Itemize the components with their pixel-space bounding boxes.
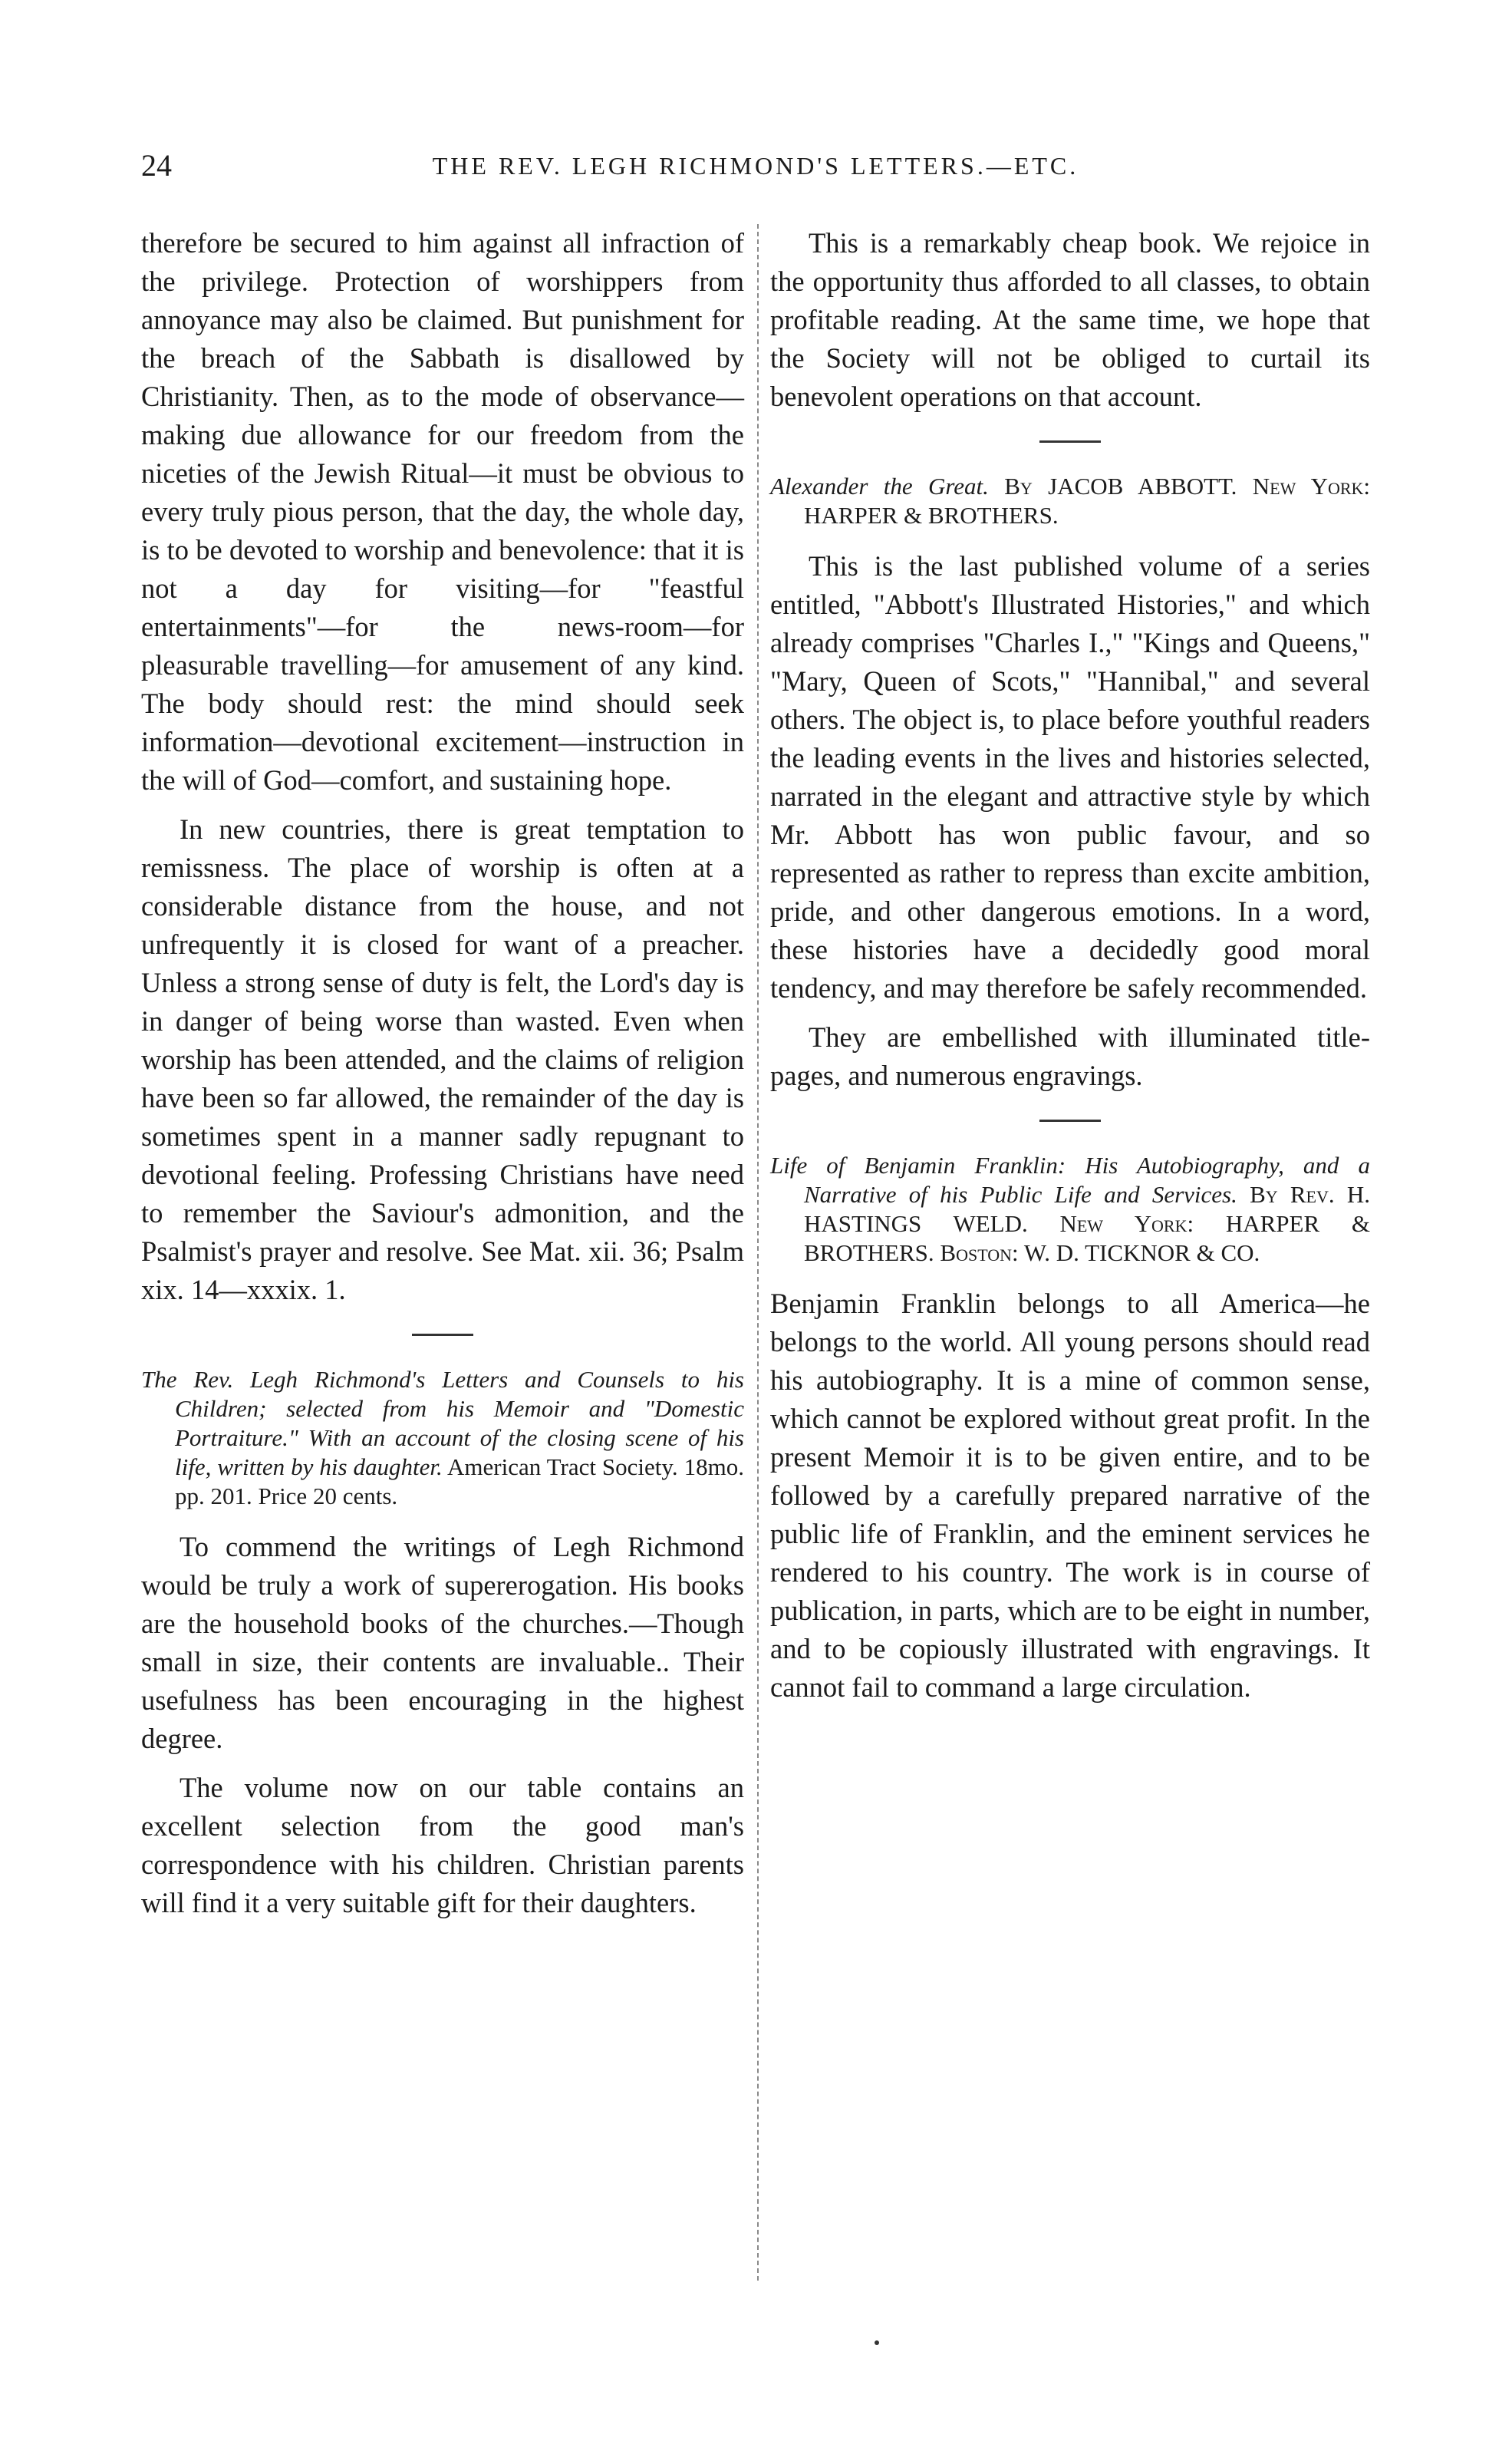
review-heading-franklin — [770, 1151, 1370, 1268]
running-title: THE REV. LEGH RICHMOND'S LETTERS.—ETC. — [432, 152, 1079, 180]
paragraph-volume-selection: The volume now on our table contains an excellent selection from the good man's correspondence with his children. Christian parents will find it a very suitable gift for their daughters. — [141, 1772, 744, 1918]
review-publisher: American Tract Society. 18mo. pp. 201. Price 20 cents. — [175, 1453, 744, 1509]
review-heading-richmond — [141, 1365, 744, 1511]
right-column — [770, 224, 1370, 1717]
footer-mark — [875, 2340, 879, 2345]
paragraph-cheap-book: This is a remarkably cheap book. We rejoice in the opportunity thus afforded to all classes, to obtain profitable reading. At the same time, we hope that the Society will not be obliged to curtail its benevolent operations on that account. — [770, 227, 1370, 412]
paragraph-franklin: Benjamin Franklin belongs to all America—he belongs to the world. All young persons should read his autobiography. It is a mine of common sense, which cannot be explored without great profit. In the present Memoir it is to be given entire, and to be followed by a carefully prepared narrative of the public life of Franklin, and the eminent services he rendered to his country. The work is in course of publication, in parts, which are to be eight in number, and to be copiously illustrated with engravings. It cannot fail to command a large circulation. — [770, 1288, 1370, 1703]
paragraph-sabbath-observance: therefore be secured to him against all infraction of the privilege. Protection of worshippers from annoyance may also be claimed. But punishment for the breach of the Sabbath is disallowed by Christianity. Then, as to the mode of observance—making due allowance for our freedom from the niceties of the Jewish Ritual—it must be obvious to every truly pious person, that the day, the whole day, is to be devoted to worship and benevolence: that it is not a day for visiting—for "feastful entertainments"—for the news-room—for pleasurable travelling—for amusement of any kind. The body should rest: the mind should seek information—devotional excitement—instruction in the will of God—comfort, and sustaining hope. — [141, 227, 744, 796]
column-divider — [757, 224, 759, 2281]
paragraph-embellished: They are embellished with illuminated title-pages, and numerous engravings. — [770, 1021, 1370, 1091]
section-rule — [1039, 1120, 1101, 1122]
section-rule — [412, 1334, 473, 1336]
review-publisher: By JACOB ABBOTT. New York: HARPER & BROTHERS. — [804, 473, 1371, 529]
paragraph-commend-richmond: To commend the writings of Legh Richmond would be truly a work of supererogation. His books are the household books of the churches.—Though small in size, their contents are invaluable.. Their usefulness has been encouraging in the highest degree. — [141, 1531, 744, 1754]
paragraph-new-countries: In new countries, there is great temptation to remissness. The place of worship is often at a considerable distance from the house, and not unfrequently it is closed for want of a preacher. Unless a strong sense of duty is felt, the Lord's day is in danger of being worse than wasted. Even when worship has been attended, and the claims of religion have been so far allowed, the remainder of the day is sometimes spent in a manner sadly repugnant to devotional feeling. Professing Christians have need to remember the Saviour's admonition, and the Psalmist's prayer and resolve. See Mat. xii. 36; Psalm xix. 14—xxxix. 1. — [141, 813, 744, 1305]
review-book-title: Life of Benjamin Franklin: His Autobiography, and a Narrative of his Public Life and Services. — [770, 1152, 1370, 1208]
paragraph-abbott-histories: This is the last published volume of a series entitled, "Abbott's Illustrated Histories," and which already comprises "Charles I.," "Kings and Queens," "Mary, Queen of Scots," "Hannibal," and several others. The object is, to place before youthful readers the leading events in the lives and histories selected, narrated in the elegant and attractive style by which Mr. Abbott has won public favour, and so represented as rather to repress than excite ambition, pride, and other dangerous emotions. In a word, these histories have a decidedly good moral tendency, and may therefore be safely recommended. — [770, 550, 1370, 1004]
section-rule — [1039, 440, 1101, 443]
review-book-title: The Rev. Legh Richmond's Letters and Counsels to his Children; selected from his Memoir and "Domestic Portraiture." With an account of the closing scene of his life, written by his daughter. — [141, 1366, 744, 1480]
review-heading-alexander — [770, 472, 1370, 530]
review-publisher: By Rev. H. HASTINGS WELD. New York: HARPER & BROTHERS. Boston: W. D. TICKNOR & CO. — [804, 1181, 1370, 1266]
left-column — [141, 224, 744, 1933]
page-number: 24 — [141, 148, 172, 183]
review-book-title: Alexander the Great. — [770, 473, 989, 500]
page-header — [141, 147, 1370, 193]
